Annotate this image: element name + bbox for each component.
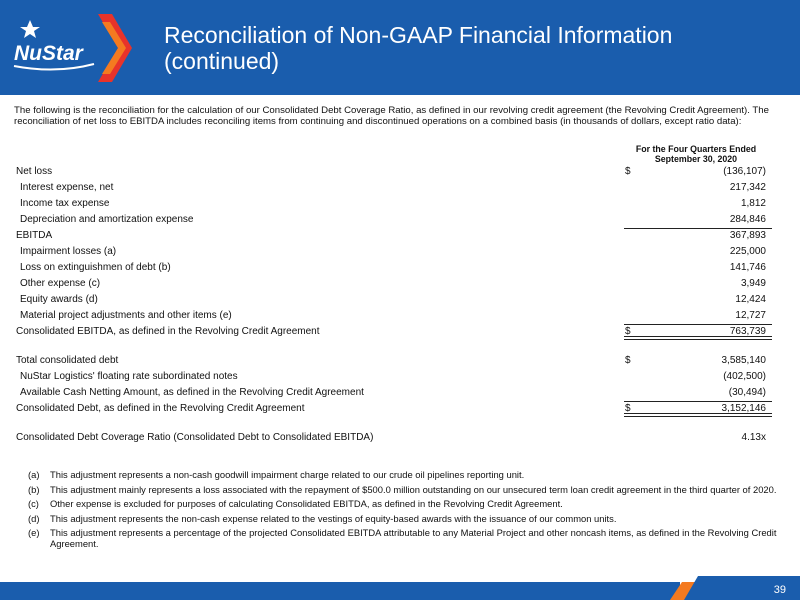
table-row: [12, 260, 772, 276]
row-value: 4.13x: [741, 432, 766, 443]
row-value: 12,424: [735, 294, 766, 305]
footer-bar: [0, 576, 800, 600]
footer-blue-band: [0, 582, 680, 600]
footnotes: [28, 470, 778, 553]
table-row: [12, 180, 772, 196]
row-value: 3,949: [740, 278, 766, 289]
footnote-text: This adjustment represents a non-cash goodwill impairment charge related to our crude oil pipelines reporting unit.: [50, 469, 525, 480]
row-spacer: [12, 417, 772, 430]
footnote: [28, 514, 778, 525]
row-currency: $: [625, 355, 631, 366]
table-row: [12, 369, 772, 385]
footnote: [28, 470, 778, 481]
row-label: Income tax expense: [20, 198, 110, 209]
row-value: 3,152,146: [721, 403, 766, 414]
footnote-text: This adjustment represents a percentage of the projected Consolidated EBITDA attributable to any Material Project and other noncash items, as defined in the Revolving Credit Agreement.: [50, 527, 777, 549]
column-header-line-2: September 30, 2020: [654, 154, 738, 164]
footnote: [28, 528, 778, 549]
row-value: 3,585,140: [721, 355, 766, 366]
table-row: [12, 308, 772, 324]
row-value: 141,746: [729, 262, 766, 273]
table-row: [12, 385, 772, 401]
row-label: Net loss: [16, 166, 53, 177]
table-row: [12, 244, 772, 260]
row-label: EBITDA: [16, 230, 53, 241]
page-number: 39: [773, 584, 786, 596]
column-header: [622, 144, 770, 164]
row-currency: $: [625, 166, 631, 177]
table-row: [12, 430, 772, 446]
row-value: (402,500): [723, 371, 766, 382]
footnote: [28, 485, 778, 496]
row-label: Consolidated Debt Coverage Ratio (Consolidated Debt to Consolidated EBITDA): [16, 432, 374, 443]
row-label: Total consolidated debt: [16, 355, 119, 366]
row-value: 12,727: [735, 310, 766, 321]
row-label: Consolidated EBITDA, as defined in the Revolving Credit Agreement: [16, 326, 320, 337]
table-row: [12, 164, 772, 180]
row-label: Interest expense, net: [20, 182, 114, 193]
table-row: [12, 324, 772, 340]
row-label: Material project adjustments and other items (e): [20, 310, 232, 321]
row-label: Equity awards (d): [20, 294, 98, 305]
row-currency: $: [625, 326, 631, 337]
table-row: [12, 228, 772, 244]
reconciliation-table: [12, 164, 772, 446]
table-row: [12, 401, 772, 417]
column-header-line-1: For the Four Quarters Ended: [635, 144, 757, 154]
header-banner: [0, 0, 800, 95]
row-label: Consolidated Debt, as defined in the Revolving Credit Agreement: [16, 403, 305, 414]
table-row: [12, 353, 772, 369]
row-value: 1,812: [740, 198, 766, 209]
footnote: [28, 499, 778, 510]
row-value: 217,342: [729, 182, 766, 193]
row-currency: $: [625, 403, 631, 414]
row-value: 763,739: [729, 326, 766, 337]
footnote-text: This adjustment mainly represents a loss associated with the repayment of $500.0 million outstanding on our unsecured term loan credit agreement in the third quarter of 2020.: [50, 483, 777, 495]
table-row: [12, 212, 772, 228]
footnote-key: (b): [28, 483, 40, 495]
row-value: 284,846: [729, 214, 766, 225]
intro-paragraph: The following is the reconciliation for the calculation of our Consolidated Debt Coverage Ratio, as defined in our revolving credit agreement (the Revolving Credit Agreement). The reconciliation of net loss to EBITDA includes reconciling items from continuing and discontinued operations on a combined basis (in thousands of dollars, except ratio data):: [14, 105, 769, 127]
row-spacer: [12, 340, 772, 353]
row-value: 367,893: [729, 230, 766, 241]
row-label: Other expense (c): [20, 278, 101, 289]
footnote-text: Other expense is excluded for purposes of calculating Consolidated EBITDA, as defined in the Revolving Credit Agreement.: [50, 498, 563, 509]
table-row: [12, 196, 772, 212]
row-label: Available Cash Netting Amount, as defined in the Revolving Credit Agreement: [20, 387, 364, 398]
row-value: 225,000: [729, 246, 766, 257]
footnote-text: This adjustment represents the non-cash expense related to the vestings of equity-based awards with the issuance of our common units.: [50, 512, 617, 524]
row-label: Impairment losses (a): [20, 246, 117, 257]
footnote-key: (d): [28, 512, 40, 524]
page-title: [164, 22, 784, 74]
row-label: Loss on extinguishmen of debt (b): [20, 262, 171, 273]
title-line-2: (continued): [164, 48, 280, 74]
footnote-key: (e): [28, 527, 40, 538]
row-label: NuStar Logistics' floating rate subordinated notes: [20, 371, 238, 382]
table-row: [12, 276, 772, 292]
svg-text:NuStar: NuStar: [14, 42, 83, 65]
row-value: (30,494): [728, 387, 766, 398]
footnote-key: (a): [28, 469, 40, 480]
title-line-1: Reconciliation of Non-GAAP Financial Information: [164, 22, 673, 48]
footnote-key: (c): [28, 498, 39, 509]
row-value: (136,107): [723, 166, 766, 177]
nustar-logo: [6, 10, 156, 86]
row-label: Depreciation and amortization expense: [20, 214, 194, 225]
table-row: [12, 292, 772, 308]
